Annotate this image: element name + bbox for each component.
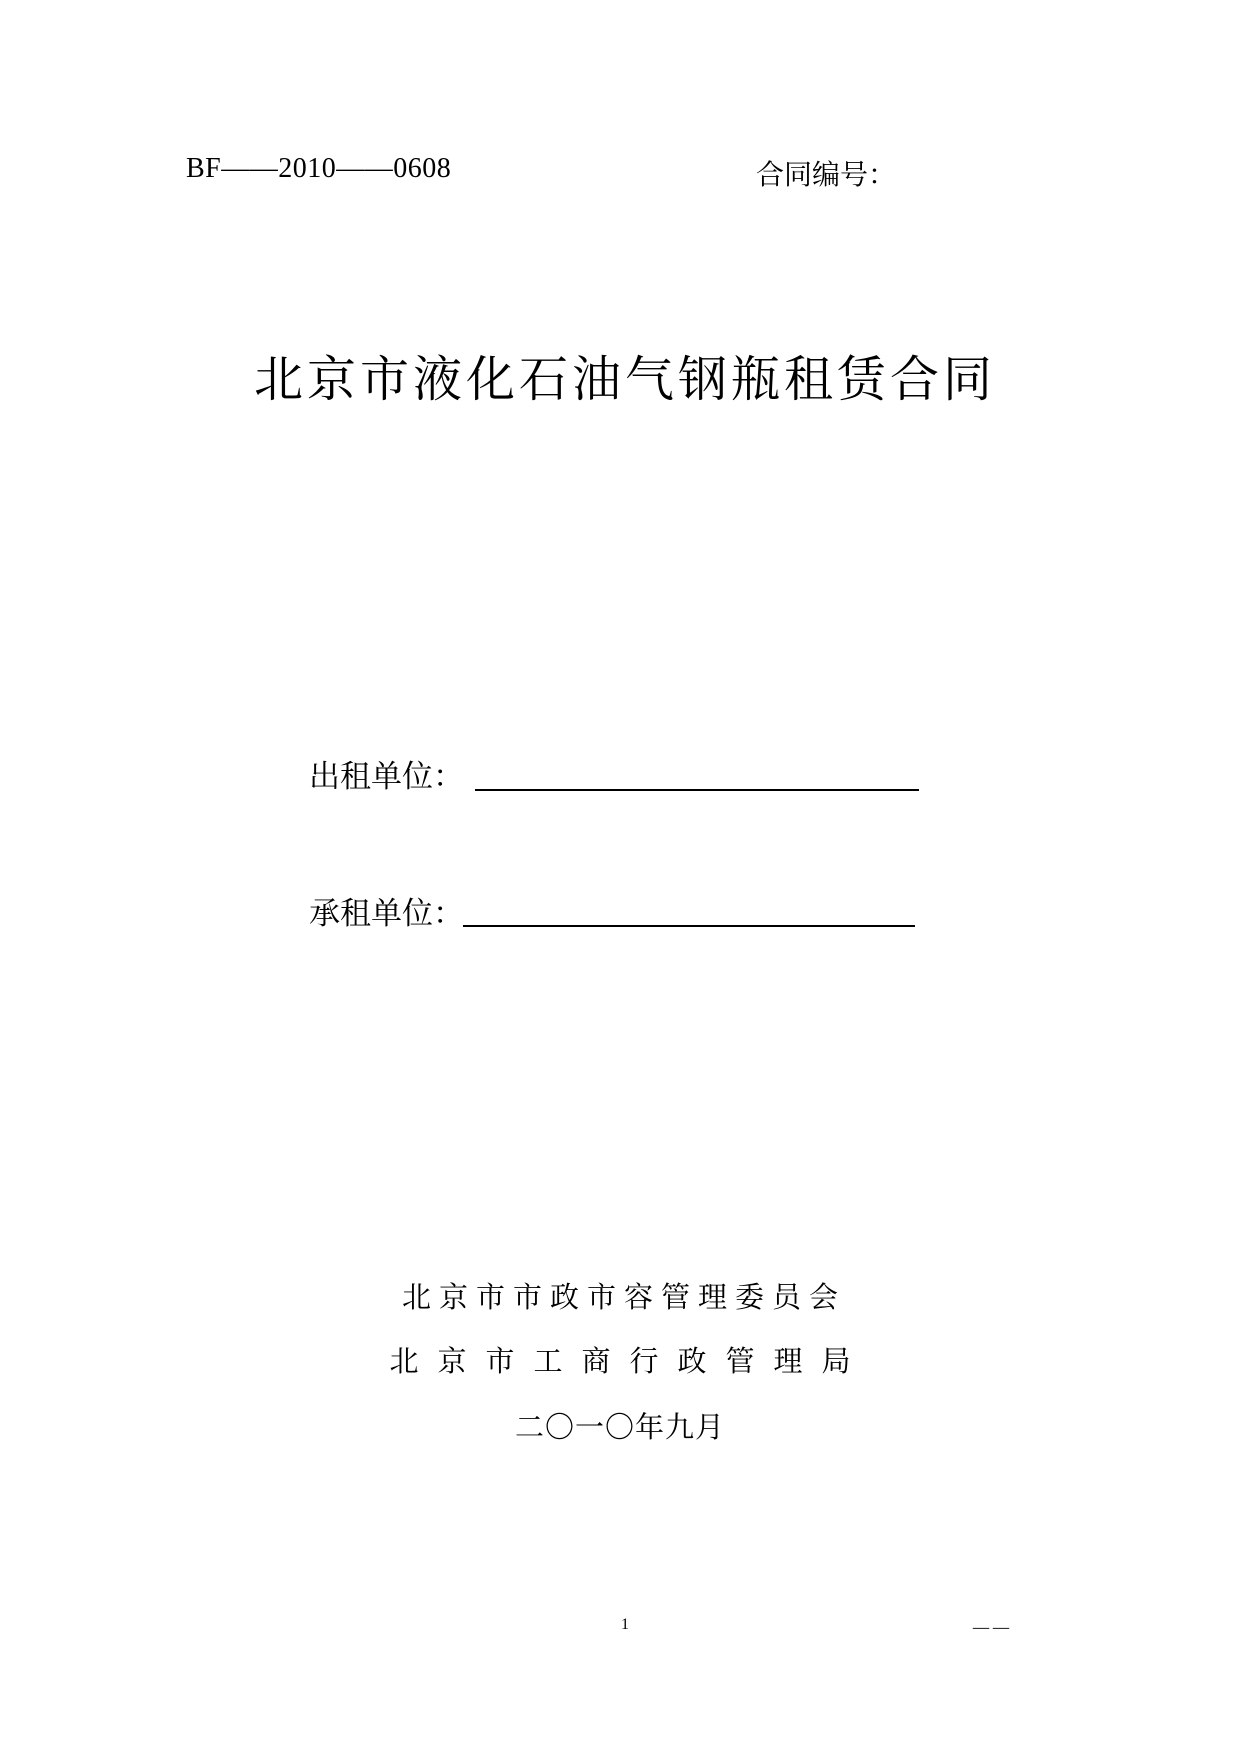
issuer-industry-commerce-bureau: 北京市工商行政管理局 bbox=[389, 1344, 870, 1378]
contract-number-label: 合同编号： bbox=[756, 158, 897, 191]
document-code: BF——2010——0608 bbox=[186, 153, 452, 184]
page-number: 1 bbox=[621, 1616, 629, 1633]
document-title: 北京市液化石油气钢瓶租赁合同 bbox=[253, 351, 996, 408]
lessee-blank-line bbox=[463, 925, 915, 927]
issue-date: 二〇一〇年九月 bbox=[514, 1410, 725, 1444]
issuer-municipal-commission: 北京市市政市容管理委员会 bbox=[401, 1280, 846, 1314]
lessee-label: 承租单位： bbox=[309, 896, 464, 932]
lessor-label: 出租单位： bbox=[309, 759, 464, 795]
footer-dash-mark: —— bbox=[972, 1617, 1012, 1638]
lessor-blank-line bbox=[475, 789, 919, 791]
